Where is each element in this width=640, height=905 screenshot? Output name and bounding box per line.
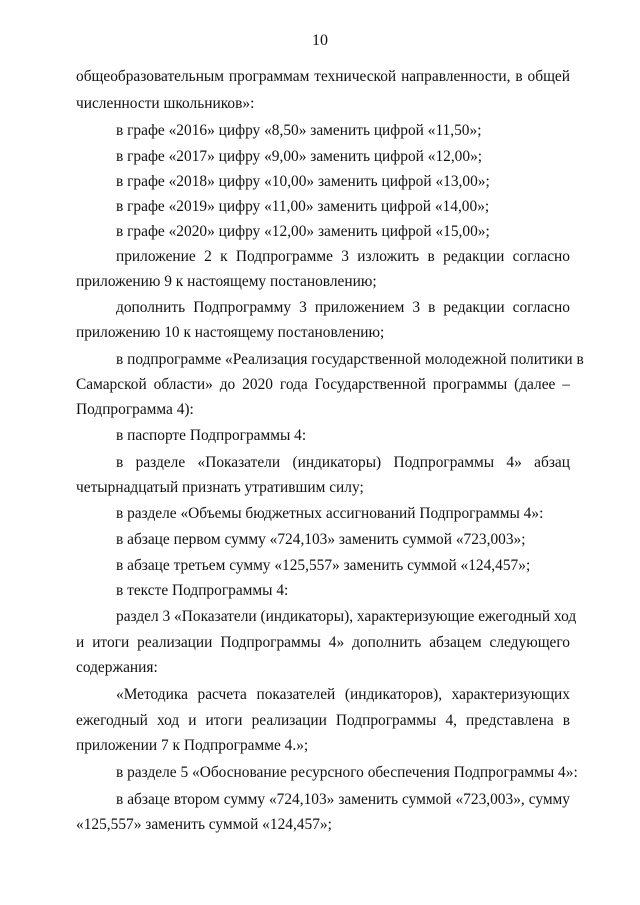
text-line: в графе «2018» цифру «10,00» заменить цифрой «13,00»;: [116, 173, 490, 190]
text-line: в разделе 5 «Обоснование ресурсного обеспечения Подпрограммы 4»:: [116, 764, 578, 781]
text-line: Самарской области» до 2020 года Государственной программы (далее –: [76, 376, 570, 393]
text-line: раздел 3 «Показатели (индикаторы), характеризующие ежегодный ход: [116, 608, 577, 625]
text-line: общеобразовательным программам технической направленности, в общей: [76, 68, 570, 85]
text-line: в графе «2016» цифру «8,50» заменить цифрой «11,50»;: [116, 122, 482, 139]
text-line: в тексте Подпрограммы 4:: [116, 582, 289, 599]
text-line: в абзаце первом сумму «724,103» заменить суммой «723,003»;: [116, 531, 526, 548]
text-line: в подпрограмме «Реализация государственной молодежной политики в: [116, 351, 584, 368]
text-line: приложении 7 к Подпрограмме 4.»;: [76, 737, 309, 754]
text-line: ежегодный ход и итоги реализации Подпрограммы 4, представлена в: [76, 712, 570, 729]
text-line: в графе «2019» цифру «11,00» заменить цифрой «14,00»;: [116, 198, 490, 215]
text-line: в абзаце третьем сумму «125,557» заменить суммой «124,457»;: [116, 557, 531, 574]
text-line: содержания:: [76, 659, 158, 676]
text-line: приложению 9 к настоящему постановлению;: [76, 273, 377, 290]
text-line: четырнадцатый признать утратившим силу;: [76, 479, 364, 496]
text-line: «125,557» заменить суммой «124,457»;: [76, 816, 332, 833]
text-line: приложение 2 к Подпрограмме 3 изложить в редакции согласно: [116, 248, 570, 265]
text-line: «Методика расчета показателей (индикаторов), характеризующих: [116, 686, 570, 703]
text-line: в графе «2020» цифру «12,00» заменить цифрой «15,00»;: [116, 223, 490, 240]
text-line: в абзаце втором сумму «724,103» заменить суммой «723,003», сумму: [116, 791, 570, 808]
text-line: дополнить Подпрограмму 3 приложением 3 в редакции согласно: [116, 299, 570, 316]
text-line: в разделе «Показатели (индикаторы) Подпрограммы 4» абзац: [116, 454, 570, 471]
page-number: 10: [312, 32, 328, 49]
text-line: Подпрограмма 4):: [76, 401, 194, 418]
text-line: в паспорте Подпрограммы 4:: [116, 427, 307, 444]
text-line: численности школьников»:: [76, 95, 255, 112]
text-line: и итоги реализации Подпрограммы 4» дополнить абзацем следующего: [76, 634, 570, 651]
text-line: приложению 10 к настоящему постановлению;: [76, 324, 385, 341]
text-line: в графе «2017» цифру «9,00» заменить цифрой «12,00»;: [116, 148, 483, 165]
text-line: в разделе «Объемы бюджетных ассигнований Подпрограммы 4»:: [116, 505, 544, 522]
